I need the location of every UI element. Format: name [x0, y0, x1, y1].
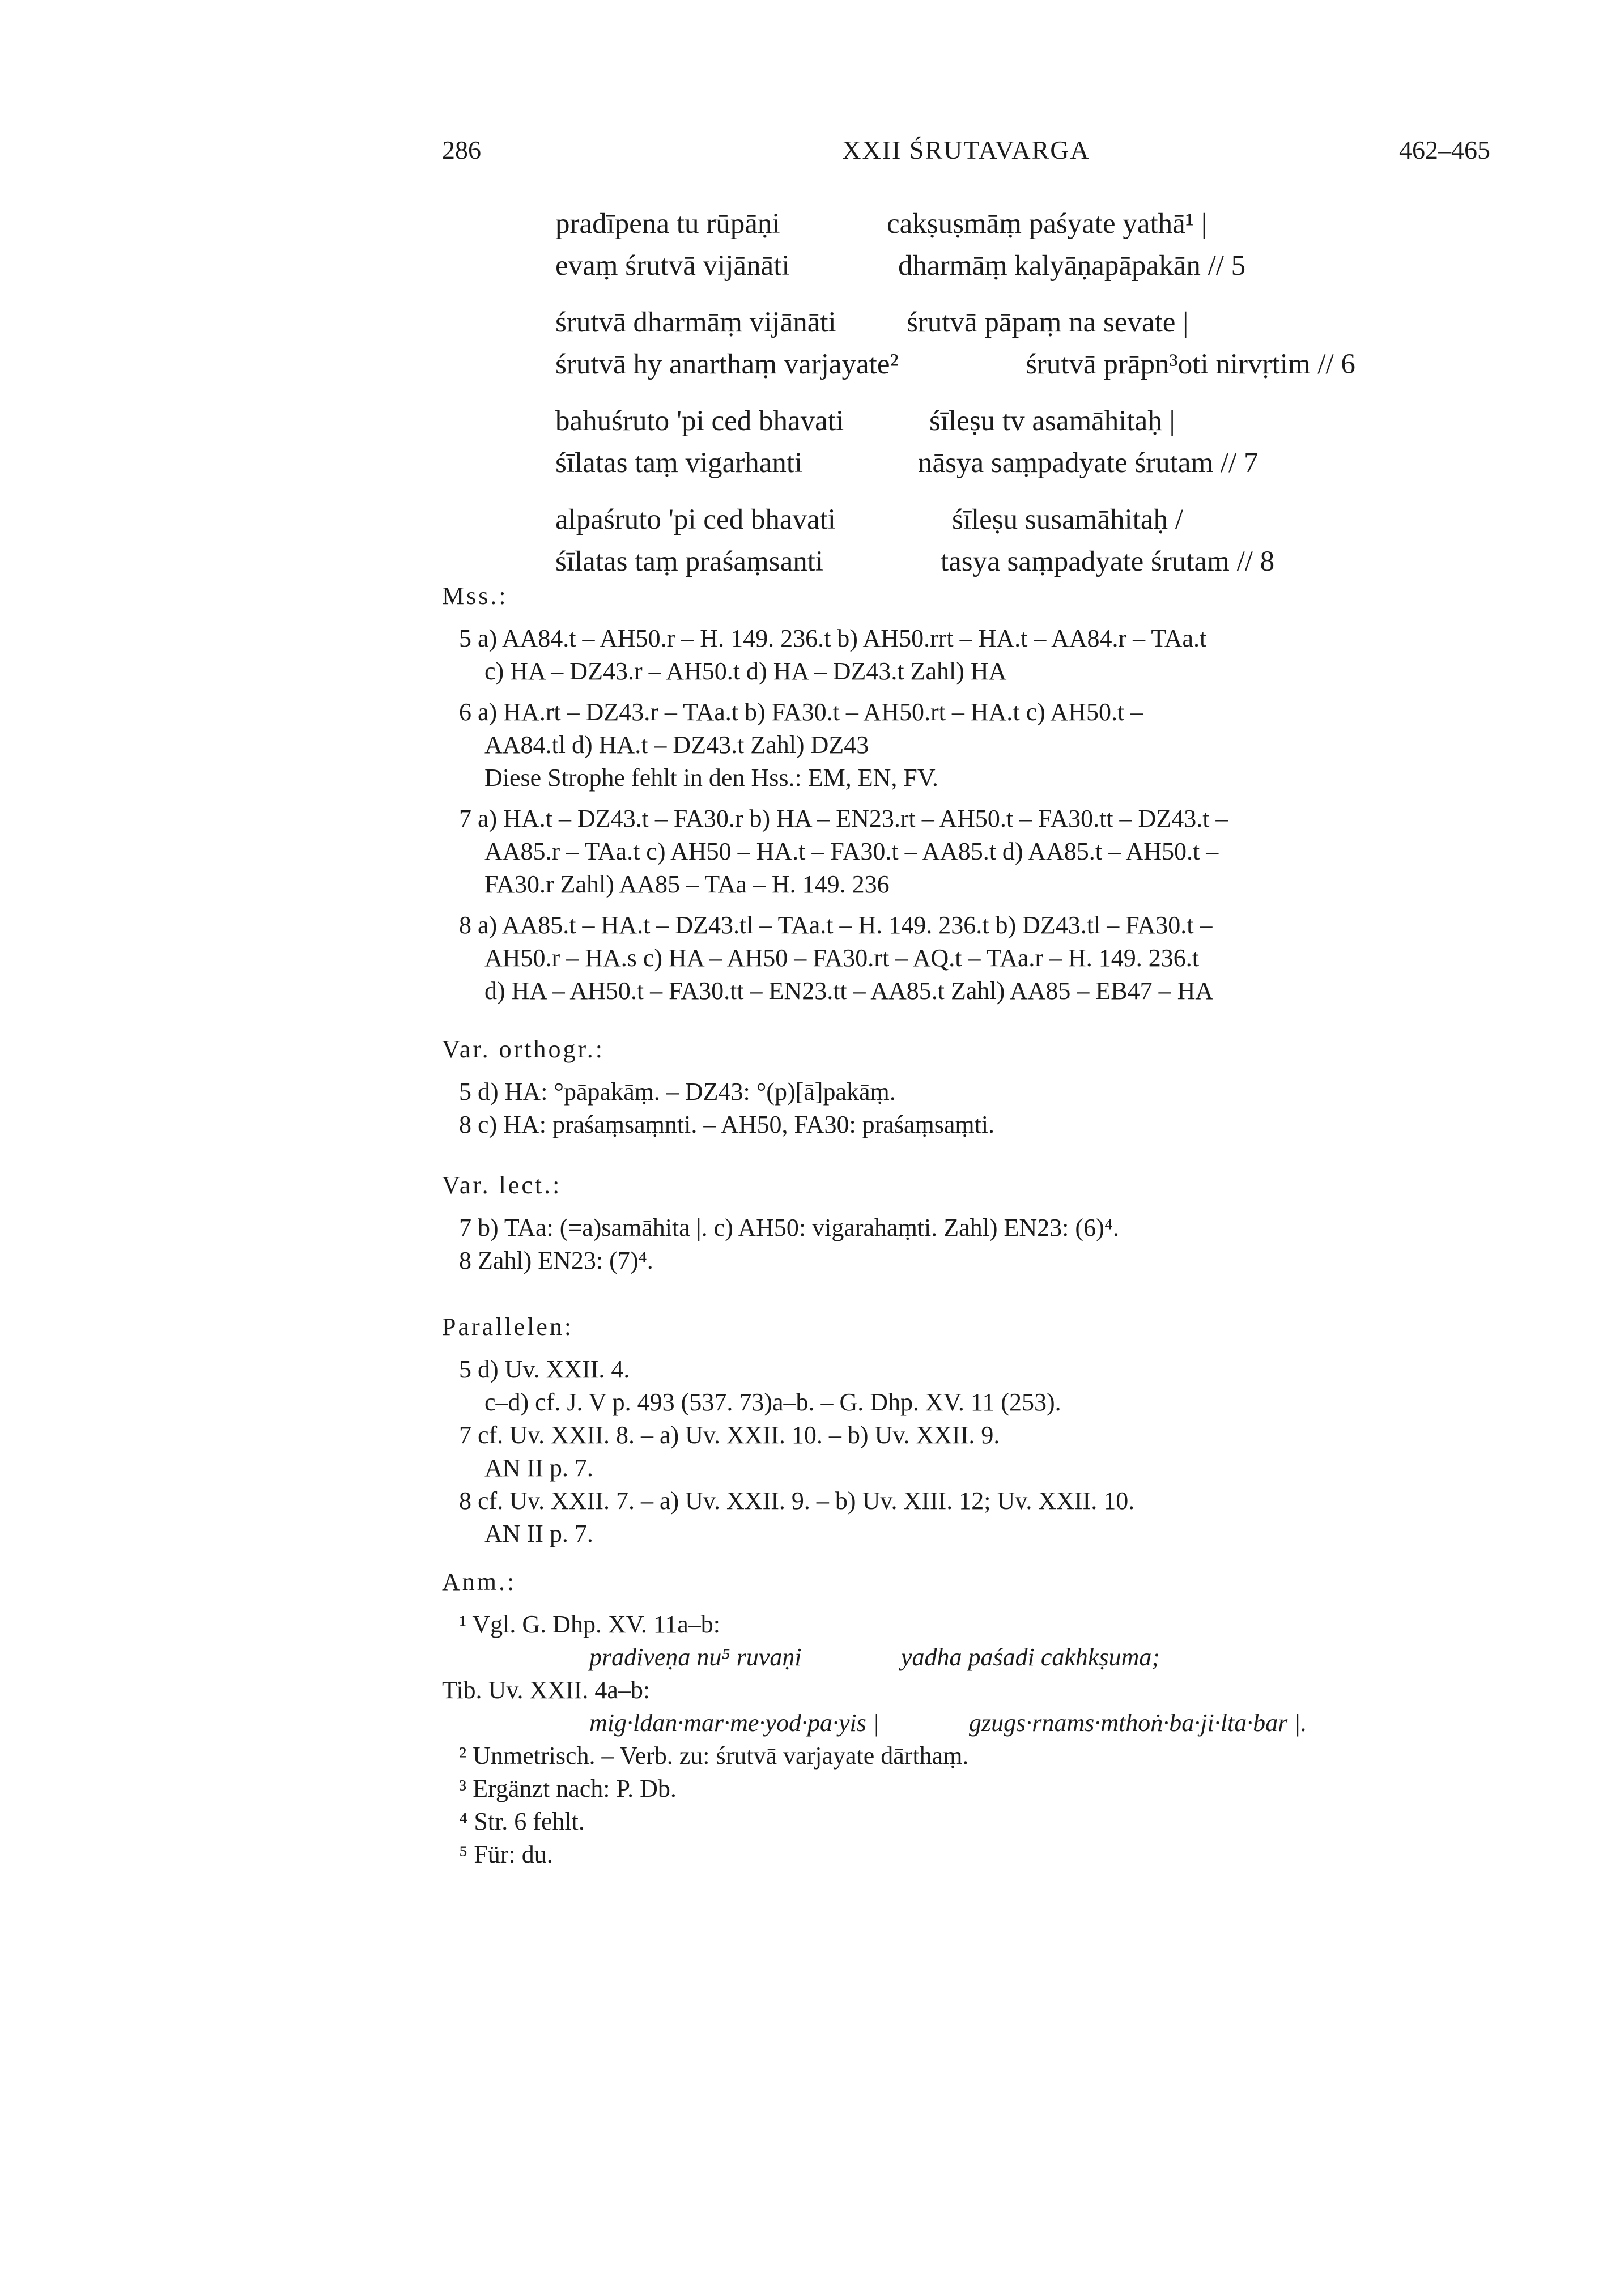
pada-d: nāsya saṃpadyate śrutam // 7 [918, 447, 1259, 479]
mss-line: 6 a) HA.rt – DZ43.r – TAa.t b) FA30.t – AH50.rt – HA.t c) AH50.t – [459, 698, 1143, 726]
mss-line: AA84.tl d) HA.t – DZ43.t Zahl) DZ43 [484, 731, 869, 759]
tib-pada-a: mig·ldan·mar·me·yod·pa·yis | [589, 1709, 879, 1737]
section-title: Mss.: [442, 582, 508, 610]
footnote-2: ² Unmetrisch. – Verb. zu: śrutvā varjayate dārthaṃ. [459, 1742, 969, 1770]
pada-a: alpaśruto 'pi ced bhavati [555, 504, 836, 535]
page-number: 286 [442, 135, 481, 164]
quote-pada-a: pradiveṇa nu⁵ ruvaṇi [589, 1643, 802, 1671]
pada-d: dharmāṃ kalyāṇapāpakān // 5 [898, 250, 1246, 282]
verse-line [555, 541, 1519, 582]
tibetan-heading: Tib. Uv. XXII. 4a–b: [442, 1676, 651, 1704]
parallel-line: 5 d) Uv. XXII. 4. [459, 1355, 630, 1383]
pada-a: śrutvā dharmāṃ vijānāti [555, 307, 836, 338]
running-header [442, 135, 1490, 175]
pada-a: pradīpena tu rūpāṇi [555, 208, 780, 240]
chapter-title: XXII ŚRUTAVARGA [842, 135, 1090, 164]
section-title: Parallelen: [442, 1313, 574, 1341]
pada-d: tasya saṃpadyate śrutam // 8 [941, 546, 1275, 577]
verse-line [555, 400, 1519, 442]
quote-pada-b: yadha paśadi cakhkṣuma; [901, 1643, 1160, 1671]
footnote-4: ⁴ Str. 6 fehlt. [459, 1808, 585, 1835]
verse-line [555, 343, 1519, 385]
pada-b: śīleṣu tv asamāhitaḥ | [929, 405, 1175, 437]
var-lect-section [442, 1167, 1507, 1277]
verse-line [555, 499, 1519, 541]
mss-line: 5 a) AA84.t – AH50.r – H. 149. 236.t b) AH50.rrt – HA.t – AA84.r – TAa.t [459, 624, 1207, 652]
anmerkungen-section [442, 1564, 1507, 1871]
mss-line: c) HA – DZ43.r – AH50.t d) HA – DZ43.t Zahl) HA [484, 657, 1007, 685]
mss-line: Diese Strophe fehlt in den Hss.: EM, EN, FV. [484, 764, 938, 792]
pada-b: cakṣuṣmāṃ paśyate yathā¹ | [887, 208, 1208, 240]
stanza-5 [555, 203, 1519, 287]
parallel-line: c–d) cf. J. V p. 493 (537. 73)a–b. – G. Dhp. XV. 11 (253). [484, 1388, 1061, 1416]
variant-line: 8 Zahl) EN23: (7)⁴. [459, 1247, 653, 1274]
mss-line: AH50.r – HA.s c) HA – AH50 – FA30.rt – AQ.t – TAa.r – H. 149. 236.t [484, 944, 1200, 972]
verse-line [555, 203, 1519, 245]
mss-line: 8 a) AA85.t – HA.t – DZ43.tl – TAa.t – H. 149. 236.t b) DZ43.tl – FA30.t – [459, 911, 1213, 939]
pada-b: śrutvā pāpaṃ na sevate | [907, 307, 1189, 338]
parallel-line: AN II p. 7. [484, 1520, 593, 1547]
verse-range: 462–465 [1399, 135, 1490, 164]
section-title: Var. orthogr.: [442, 1035, 605, 1063]
verse-line [555, 301, 1519, 343]
variant-line: 7 b) TAa: (=a)samāhita |. c) AH50: vigarahaṃti. Zahl) EN23: (6)⁴. [459, 1214, 1120, 1241]
pada-a: bahuśruto 'pi ced bhavati [555, 405, 844, 437]
parallelen-section [442, 1309, 1507, 1550]
manuscripts-section [442, 578, 1507, 1007]
verse-line [555, 245, 1519, 287]
parallel-line: 7 cf. Uv. XXII. 8. – a) Uv. XXII. 10. – b) Uv. XXII. 9. [459, 1421, 1000, 1449]
mss-line: d) HA – AH50.t – FA30.tt – EN23.tt – AA85.t Zahl) AA85 – EB47 – HA [484, 977, 1214, 1005]
variant-line: 5 d) HA: °pāpakāṃ. – DZ43: °(p)[ā]pakāṃ. [459, 1078, 896, 1106]
tib-pada-b: gzugs·rnams·mthoṅ·ba·ji·lta·bar |. [969, 1709, 1307, 1737]
mss-line: 7 a) HA.t – DZ43.t – FA30.r b) HA – EN23.rt – AH50.t – FA30.tt – DZ43.t – [459, 805, 1228, 832]
pada-c: śīlatas taṃ praśaṃsanti [555, 546, 824, 577]
pada-c: śīlatas taṃ vigarhanti [555, 447, 803, 479]
pada-b: śīleṣu susamāhitaḥ / [952, 504, 1183, 535]
var-orthogr-section [442, 1031, 1507, 1141]
footnote-3: ³ Ergänzt nach: P. Db. [459, 1775, 677, 1802]
stanza-8 [555, 499, 1519, 582]
pada-c: śrutvā hy anarthaṃ varjayate² [555, 348, 899, 380]
variant-line: 8 c) HA: praśaṃsaṃnti. – AH50, FA30: praśaṃsaṃti. [459, 1111, 995, 1138]
stanza-7 [555, 400, 1519, 484]
verse-line [555, 442, 1519, 484]
parallel-line: 8 cf. Uv. XXII. 7. – a) Uv. XXII. 9. – b) Uv. XIII. 12; Uv. XXII. 10. [459, 1487, 1135, 1515]
pada-d: śrutvā prāpn³oti nirvṛtim // 6 [1026, 348, 1355, 380]
mss-line: FA30.r Zahl) AA85 – TAa – H. 149. 236 [484, 870, 890, 898]
pada-c: evaṃ śrutvā vijānāti [555, 250, 790, 282]
parallel-line: AN II p. 7. [484, 1454, 593, 1482]
footnote-5: ⁵ Für: du. [459, 1840, 553, 1868]
verse-block [555, 203, 1519, 597]
stanza-6 [555, 301, 1519, 385]
mss-line: AA85.r – TAa.t c) AH50 – HA.t – FA30.t – AA85.t d) AA85.t – AH50.t – [484, 837, 1219, 865]
section-title: Var. lect.: [442, 1171, 562, 1199]
footnote-quote [442, 1641, 1507, 1674]
tibetan-quote [442, 1707, 1507, 1740]
section-title: Anm.: [442, 1568, 517, 1596]
footnote-1: ¹ Vgl. G. Dhp. XV. 11a–b: [459, 1610, 720, 1638]
